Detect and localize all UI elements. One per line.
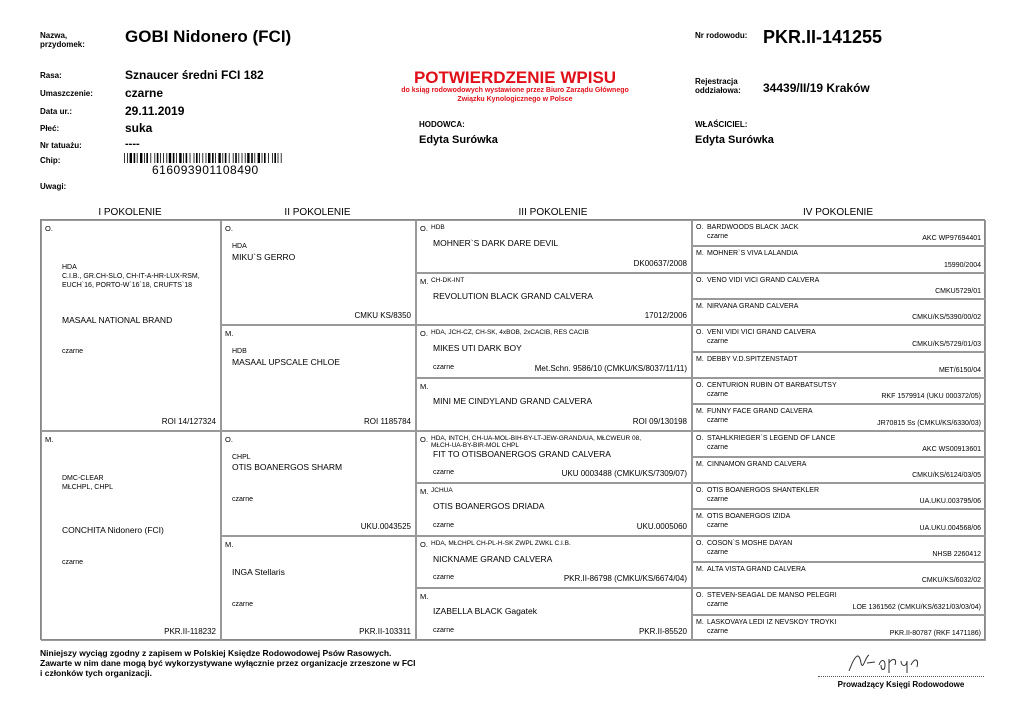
name-label: Nazwa, przydomek: xyxy=(40,31,85,49)
ancestor-registration: ROI 14/127324 xyxy=(161,416,216,426)
tattoo-value: ---- xyxy=(125,138,140,150)
ancestor-registration: PKR.II-86798 (CMKU/KS/6674/04) xyxy=(563,574,687,584)
ancestor-color: czarne xyxy=(707,338,729,346)
barcode-bar xyxy=(229,153,230,163)
g3-ancestor-cell xyxy=(416,273,692,326)
owner-label: WŁAŚCICIEL: xyxy=(695,120,748,129)
owner-value: Edyta Surówka xyxy=(695,134,774,146)
barcode-bar xyxy=(208,153,210,163)
ancestor-registration: CMKU/KS/6124/03/05 xyxy=(912,472,981,480)
ancestor-registration: UA.UKU.003795/06 xyxy=(919,498,981,506)
barcode-bar xyxy=(183,153,184,163)
g4-ancestor-cell xyxy=(692,615,986,641)
ancestor-sex: M. xyxy=(420,381,429,391)
ancestor-color: czarne xyxy=(232,600,254,608)
chip-number: 616093901108490 xyxy=(152,163,259,177)
barcode-bar xyxy=(194,153,195,163)
ancestor-color: czarne xyxy=(707,390,729,398)
barcode-bar xyxy=(202,153,203,163)
ancestor-registration: DK00637/2008 xyxy=(633,258,687,268)
ancestor-name: LASKOVAYA LEDI IZ NEVSKOY TROYKI xyxy=(707,618,837,626)
barcode-bar xyxy=(199,153,200,163)
generation-3-header: III POKOLENIE xyxy=(518,207,588,218)
ancestor-sex: M. xyxy=(696,302,704,310)
sex-label: Płeć: xyxy=(40,124,60,133)
ancestor-color: czarne xyxy=(707,233,729,240)
g4-ancestor-cell xyxy=(692,325,986,351)
g4-ancestor-cell xyxy=(692,431,986,457)
breed-value: Sznaucer średni FCI 182 xyxy=(125,68,264,82)
ancestor-name: FUNNY FACE GRAND CALVERA xyxy=(707,408,813,416)
barcode-bar xyxy=(222,153,223,163)
ancestor-name: OTIS BOANERGOS DRIADA xyxy=(433,501,545,512)
ancestor-sex: M. xyxy=(420,487,429,497)
g4-ancestor-cell xyxy=(692,457,986,483)
barcode-bar xyxy=(238,153,239,163)
g4-ancestor-cell xyxy=(692,562,986,588)
ancestor-registration: RKF 1579914 (UKU 000372/05) xyxy=(881,393,981,401)
ancestor-registration: JR70815 Ss (CMKU/KS/6330/03) xyxy=(877,419,981,427)
ancestor-registration: CMKU KS/8350 xyxy=(354,311,411,321)
barcode-bar xyxy=(268,153,269,163)
barcode-bar xyxy=(262,153,263,163)
barcode-bar xyxy=(254,153,255,163)
barcode-bar xyxy=(274,153,276,163)
signature xyxy=(845,645,925,677)
footer-line-2: Zawarte w nim dane mogą być wykorzystywane wyłącznie przez organizacje zrzeszone w FCI xyxy=(40,658,416,668)
ancestor-name: STEVEN-SEAGAL DE MANSO PELEGRI xyxy=(707,592,837,600)
g2-ancestor-cell xyxy=(221,220,416,325)
ancestor-sex: M. xyxy=(696,408,704,416)
g4-ancestor-cell xyxy=(692,299,986,325)
barcode-bar xyxy=(225,153,227,163)
barcode-bar xyxy=(166,153,167,163)
sex-value: suka xyxy=(125,121,153,135)
g3-ancestor-cell xyxy=(416,483,692,536)
barcode-bar xyxy=(179,153,181,163)
g1-ancestor-cell xyxy=(41,220,221,431)
ancestor-name: CENTURION RUBIN OT BARBATSUTSY xyxy=(707,381,837,389)
barcode-bar xyxy=(144,153,145,163)
ancestor-registration: PKR.II-118232 xyxy=(164,627,216,636)
g4-ancestor-cell xyxy=(692,588,986,614)
ancestor-sex: M. xyxy=(696,355,704,363)
g4-ancestor-cell xyxy=(692,536,986,562)
ancestor-color: czarne xyxy=(707,417,729,425)
ancestor-sex: O. xyxy=(45,224,53,233)
barcode-bar xyxy=(137,153,138,163)
dog-name: GOBI Nidonero (FCI) xyxy=(125,27,292,46)
barcode-bar xyxy=(169,153,171,163)
birth-label: Data ur.: xyxy=(40,107,73,116)
ancestor-registration: UKU 0003488 (CMKU/KS/7309/07) xyxy=(561,469,687,479)
ancestor-name: IZABELLA BLACK Gagatek xyxy=(433,606,537,617)
breeder-label: HODOWCA: xyxy=(419,120,465,129)
ancestor-titles: JCHUA xyxy=(431,487,453,495)
g4-ancestor-cell xyxy=(692,273,986,299)
ancestor-color: czarne xyxy=(433,469,455,477)
ancestor-titles: HDA xyxy=(232,243,247,251)
ancestor-registration: AKC WP97694401 xyxy=(922,235,981,243)
breeder-value: Edyta Surówka xyxy=(419,134,498,146)
ancestor-registration: LOE 1361562 (CMKU/KS/6321/03/03/04) xyxy=(852,603,981,611)
ancestor-sex: M. xyxy=(696,618,704,626)
generation-2-header: II POKOLENIE xyxy=(284,207,351,218)
barcode-bar xyxy=(150,153,151,163)
barcode-bar xyxy=(272,153,273,163)
tattoo-label: Nr tatuażu: xyxy=(40,141,82,150)
barcode-bar xyxy=(130,153,132,163)
ancestor-registration: UKU.0043525 xyxy=(360,521,411,531)
barcode-bar xyxy=(233,153,234,163)
breed-label: Rasa: xyxy=(40,71,62,80)
ancestor-name: STAHLKRIEGER`S LEGEND OF LANCE xyxy=(707,434,836,442)
footer-note xyxy=(40,648,416,678)
ancestor-titles: HDA C.I.B., GR.CH-SLO, CH-IT-A-HR-LUX-RSM, EUCH`16, PORTO-W`16`18, CRUFTS`18 xyxy=(62,264,200,290)
ancestor-registration: ROI 1185784 xyxy=(364,416,411,426)
ancestor-registration: ROI 09/130198 xyxy=(632,416,687,426)
ancestor-name: REVOLUTION BLACK GRAND CALVERA xyxy=(433,290,593,301)
ancestor-name: OTIS BOANERGOS SHARM xyxy=(232,462,343,473)
ancestor-titles: CHPL xyxy=(232,453,251,461)
barcode-bar xyxy=(173,153,175,163)
g2-ancestor-cell xyxy=(221,536,416,641)
barcode-bar xyxy=(235,153,237,163)
barcode-bar xyxy=(146,153,148,163)
ancestor-titles: DMC-CLEAR MŁCHPL, CHPL xyxy=(62,474,113,491)
g4-ancestor-cell xyxy=(692,483,986,509)
ancestor-name: MOHNER`S DARK DARE DEVIL xyxy=(433,238,559,248)
ancestor-registration: PKR.II-103311 xyxy=(359,627,411,636)
ancestor-titles: HDB xyxy=(431,224,445,231)
barcode-bar xyxy=(157,153,159,163)
ancestor-name: CINNAMON GRAND CALVERA xyxy=(707,460,807,468)
ancestor-name: MIKU`S GERRO xyxy=(232,251,296,262)
ancestor-sex: O. xyxy=(225,434,233,444)
barcode-bar xyxy=(242,153,243,163)
ancestor-registration: MET/6150/04 xyxy=(938,366,981,374)
g3-ancestor-cell xyxy=(416,220,692,273)
ancestor-registration: PKR.II-80787 (RKF 1471186) xyxy=(889,630,981,637)
g4-ancestor-cell xyxy=(692,378,986,404)
ancestor-registration: 17012/2006 xyxy=(644,311,687,321)
pedigree-label: Nr rodowodu: xyxy=(695,31,748,40)
ancestor-name: MIKES UTI DARK BOY xyxy=(433,343,522,354)
ancestor-color: czarne xyxy=(433,627,455,634)
g2-ancestor-cell xyxy=(221,431,416,536)
ancestor-name: ALTA VISTA GRAND CALVERA xyxy=(707,566,806,574)
ancestor-registration: PKR.II-85520 xyxy=(638,627,687,636)
ancestor-registration: CMKU/KS/6032/02 xyxy=(921,577,981,585)
ancestor-sex: M. xyxy=(225,329,234,339)
ancestor-registration: Met.Schn. 9586/10 (CMKU/KS/8037/11/11) xyxy=(534,363,687,373)
ancestor-sex: O. xyxy=(696,434,704,442)
barcode-bar xyxy=(176,153,177,163)
g4-ancestor-cell xyxy=(692,404,986,430)
ancestor-name: OTIS BOANERGOS SHANTEKLER xyxy=(707,487,820,495)
ancestor-color: czarne xyxy=(707,601,729,609)
ancestor-sex: O. xyxy=(420,329,428,339)
ancestor-name: VENI VIDI VICI GRAND CALVERA xyxy=(707,329,816,337)
ancestor-color: czarne xyxy=(433,363,455,371)
barcode-bar xyxy=(186,153,188,163)
document-subtitle-2: Związku Kynologicznego w Polsce xyxy=(457,96,573,103)
color-label: Umaszczenie: xyxy=(40,89,93,98)
barcode-bar xyxy=(215,153,216,163)
barcode-bar xyxy=(251,153,253,163)
barcode-bar xyxy=(258,153,260,163)
ancestor-sex: M. xyxy=(696,250,704,258)
chip-label: Chip: xyxy=(40,156,61,165)
ancestor-registration: 15990/2004 xyxy=(944,261,981,269)
ancestor-sex: M. xyxy=(225,539,234,549)
birth-value: 29.11.2019 xyxy=(125,104,185,118)
ancestor-registration: UA.UKU.004568/06 xyxy=(919,524,981,532)
barcode-bar xyxy=(218,153,220,163)
ancestor-name: NIRVANA GRAND CALVERA xyxy=(707,302,799,310)
barcode-bar xyxy=(281,153,282,163)
ancestor-color: czarne xyxy=(707,627,729,635)
ancestor-name: BARDWOODS BLACK JACK xyxy=(707,224,799,231)
ancestor-registration: CMKU5729/01 xyxy=(935,287,981,295)
ancestor-titles: HDA, INTCH, CH-UA-MOL-BIH-BY-LT-JEW-GRAND/UA, MŁCWEUR 08, MŁCH-UA-BY-BIR-MOL CHPL xyxy=(431,434,642,449)
ancestor-color: czarne xyxy=(62,558,84,566)
ancestor-sex: O. xyxy=(420,434,428,444)
barcode-bar xyxy=(140,153,142,163)
document-subtitle-1: do ksiąg rodowodowych wystawione przez Biuro Zarządu Głównego xyxy=(401,87,629,94)
barcode-bar xyxy=(278,153,279,163)
barcode-bar xyxy=(212,153,214,163)
g3-ancestor-cell xyxy=(416,536,692,589)
document-title: POTWIERDZENIE WPISU xyxy=(413,68,617,87)
ancestor-sex: O. xyxy=(420,224,428,233)
ancestor-registration: NHSB 2260412 xyxy=(932,551,981,559)
barcode-bar xyxy=(163,153,164,163)
barcode-bar xyxy=(247,153,249,163)
ancestor-titles: HDA, MŁCHPL CH-PL-H-SK ZWPL ZWKL C.I.B. xyxy=(431,539,571,547)
ancestor-name: DEBBY V.D.SPITZENSTADT xyxy=(707,355,798,363)
ancestor-sex: O. xyxy=(696,592,704,600)
ancestor-sex: O. xyxy=(696,487,704,495)
registration-label: Rejestracja oddziałowa: xyxy=(695,77,741,95)
ancestor-name: MASAAL UPSCALE CHLOE xyxy=(232,356,340,367)
ancestor-color: czarne xyxy=(232,495,254,503)
ancestor-name: FIT TO OTISBOANERGOS GRAND CALVERA xyxy=(433,448,611,459)
generation-4-header: IV POKOLENIE xyxy=(802,207,874,218)
ancestor-color: czarne xyxy=(707,496,729,504)
g3-ancestor-cell xyxy=(416,378,692,431)
ancestor-name: OTIS BOANERGOS IZIDA xyxy=(707,513,791,521)
ancestor-registration: UKU.0005060 xyxy=(636,521,687,531)
g4-ancestor-cell xyxy=(692,220,986,246)
g1-ancestor-cell xyxy=(41,431,221,642)
barcode-bar xyxy=(127,153,128,163)
g3-ancestor-cell xyxy=(416,588,692,641)
barcode-bar xyxy=(134,153,136,163)
ancestor-sex: O. xyxy=(696,224,704,231)
chip-barcode xyxy=(124,153,284,163)
pedigree-number: PKR.II-141255 xyxy=(763,27,883,47)
ancestor-sex: M. xyxy=(420,592,429,602)
ancestor-sex: M. xyxy=(420,276,429,286)
color-value: czarne xyxy=(125,86,164,100)
ancestor-name: MINI ME CINDYLAND GRAND CALVERA xyxy=(433,395,593,406)
footer-line-1: Niniejszy wyciąg zgodny z zapisem w Polskiej Księdze Rodowodowej Psów Rasowych. xyxy=(40,648,392,658)
g3-ancestor-cell xyxy=(416,325,692,378)
ancestor-titles: HDA, JCH-CZ, CH-SK, 4xBOB, 2xCACIB, RES CACIB xyxy=(431,329,589,337)
ancestor-sex: O. xyxy=(696,276,704,284)
barcode-bar xyxy=(245,153,246,163)
ancestor-registration: AKC WS00913601 xyxy=(922,445,981,453)
g4-ancestor-cell xyxy=(692,246,986,272)
ancestor-sex: O. xyxy=(225,224,233,233)
barcode-bar xyxy=(206,153,207,163)
ancestor-sex: O. xyxy=(696,329,704,337)
ancestor-name: MASAAL NATIONAL BRAND xyxy=(62,314,173,325)
barcode-bar xyxy=(154,153,155,163)
ancestor-name: CONCHITA Nidonero (FCI) xyxy=(62,525,164,536)
ancestor-sex: M. xyxy=(45,434,54,444)
footer-line-3: i członków tych organizacji. xyxy=(40,668,152,678)
barcode-bar xyxy=(160,153,161,163)
ancestor-name: COSON`S MOSHE DAYAN xyxy=(707,539,793,547)
ancestor-name: NICKNAME GRAND CALVERA xyxy=(433,553,553,564)
ancestor-color: czarne xyxy=(707,522,729,530)
barcode-bar xyxy=(264,153,266,163)
ancestor-sex: O. xyxy=(696,539,704,547)
g4-ancestor-cell xyxy=(692,509,986,535)
ancestor-titles: CH-DK-INT xyxy=(431,276,465,284)
signer-label: Prowadzący Księgi Rodowodowe xyxy=(837,680,965,689)
barcode-bar xyxy=(196,153,198,163)
ancestor-color: czarne xyxy=(707,443,729,451)
ancestor-color: czarne xyxy=(707,548,729,556)
ancestor-color: czarne xyxy=(433,521,455,529)
g2-ancestor-cell xyxy=(221,325,416,430)
ancestor-registration: CMKU/KS/5390/00/02 xyxy=(912,314,981,322)
ancestor-name: INGA Stellaris xyxy=(232,567,285,578)
ancestor-sex: O. xyxy=(420,539,428,549)
ancestor-registration: CMKU/KS/5729/01/03 xyxy=(912,340,981,348)
generation-1-header: I POKOLENIE xyxy=(98,207,162,218)
ancestor-sex: M. xyxy=(696,566,704,574)
ancestor-sex: O. xyxy=(696,381,704,389)
ancestor-sex: M. xyxy=(696,460,704,468)
g3-ancestor-cell xyxy=(416,431,692,484)
barcode-bar xyxy=(124,153,125,163)
barcode-bar xyxy=(190,153,191,163)
notes-label: Uwagi: xyxy=(40,182,67,191)
registration-value: 34439/II/19 Kraków xyxy=(763,81,870,95)
ancestor-color: czarne xyxy=(433,574,455,582)
g4-ancestor-cell xyxy=(692,352,986,378)
ancestor-name: MOHNER`S VIVA LALANDIA xyxy=(707,250,798,258)
pedigree-table xyxy=(40,219,985,640)
ancestor-color: czarne xyxy=(62,348,84,356)
ancestor-titles: HDB xyxy=(232,348,247,356)
ancestor-sex: M. xyxy=(696,513,704,521)
ancestor-name: VENO VIDI VICI GRAND CALVERA xyxy=(707,276,820,284)
